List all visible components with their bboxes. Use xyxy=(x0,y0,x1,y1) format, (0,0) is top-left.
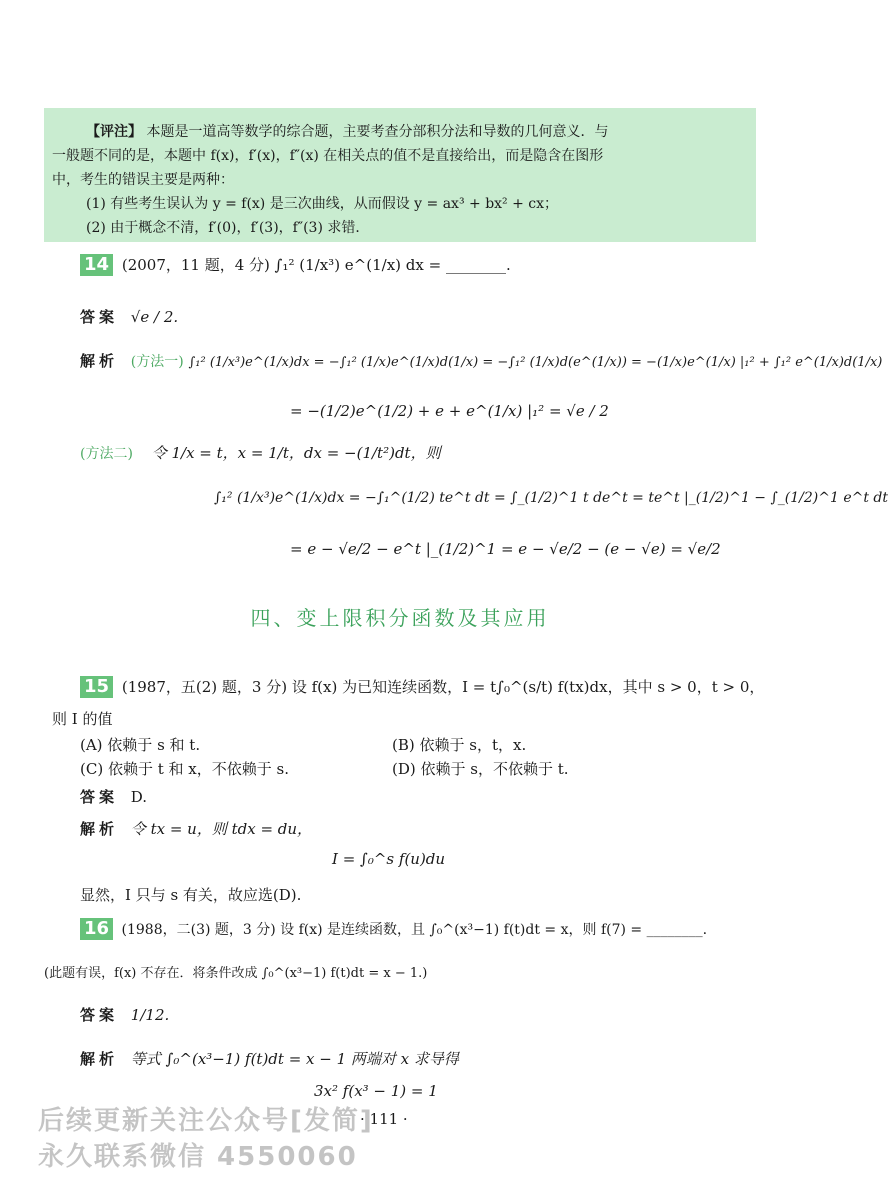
commentary-item-2: (2) 由于概念不清，f′(0)，f′(3)，f″(3) 求错． xyxy=(86,220,370,236)
method-two-sub-text: 令 1/x = t，x = 1/t，dx = −(1/t²)dt，则 xyxy=(151,444,441,462)
answer-label: 答案 xyxy=(80,1006,119,1024)
method-one-formula-1: ∫₁² (1/x³)e^(1/x)dx = −∫₁² (1/x)e^(1/x)d(1/x) = −∫₁² (1/x)d(e^(1/x)) = −(1/x)e^(1/x) |₁² + ∫₁² e^(1/x)d(1/x) xyxy=(188,355,883,370)
commentary-item-1: (1) 有些考生误认为 y = f(x) 是三次曲线，从而假设 y = ax³ + bx² + cx； xyxy=(86,196,559,212)
solution-text-1: 等式 ∫₀^(x³−1) f(t)dt = x − 1 两端对 x 求导得 xyxy=(130,1050,459,1068)
method-one-formula-2: = −(1/2)e^(1/2) + e + e^(1/x) |₁² = √e / 2 xyxy=(290,402,609,420)
question-15-stem xyxy=(80,676,764,698)
option-c: (C) 依赖于 t 和 x，不依赖于 s. xyxy=(80,760,289,778)
commentary-text-1: 本题是一道高等数学的综合题，主要考查分部积分法和导数的几何意义．与 xyxy=(146,124,609,140)
solution-label: 解析 xyxy=(80,352,119,370)
question-16-answer xyxy=(80,1004,169,1026)
question-16-text: (1988，二(3) 题，3 分) 设 f(x) 是连续函数，且 ∫₀^(x³−1) f(t)dt = x，则 f(7) = ________. xyxy=(121,922,708,938)
solution-formula: 3x² f(x³ − 1) = 1 xyxy=(314,1082,438,1100)
option-b: (B) 依赖于 s，t，x. xyxy=(392,736,527,754)
question-15-text: (1987，五(2) 题，3 分) 设 f(x) 为已知连续函数，I = t∫₀^(s/t) f(tx)dx，其中 s > 0，t > 0， xyxy=(121,678,765,696)
question-15-answer xyxy=(80,786,147,808)
watermark-line-2: 永久联系微信 4550060 xyxy=(38,1142,358,1172)
question-16-erratum: (此题有误，f(x) 不存在．将条件改成 ∫₀^(x³−1) f(t)dt = x − 1.) xyxy=(44,966,428,981)
answer-value: 1/12. xyxy=(130,1006,170,1024)
solution-text-1: 令 tx = u，则 tdx = du， xyxy=(130,820,313,838)
solution-label: 解析 xyxy=(80,820,119,838)
method-one-label: (方法一) xyxy=(130,354,184,370)
question-14-stem xyxy=(80,254,511,276)
question-number-badge: 15 xyxy=(80,676,113,698)
option-a: (A) 依赖于 s 和 t. xyxy=(80,736,201,754)
method-two-formula-1: ∫₁² (1/x³)e^(1/x)dx = −∫₁^(1/2) te^t dt = ∫_(1/2)^1 t de^t = te^t |_(1/2)^1 − ∫_(1/2)^1 e^t dt xyxy=(214,490,888,506)
answer-label: 答案 xyxy=(80,308,119,326)
commentary-line-3: 中，考生的错误主要是两种： xyxy=(52,172,234,188)
solution-label: 解析 xyxy=(80,1050,119,1068)
option-d: (D) 依赖于 s，不依赖于 t. xyxy=(392,760,569,778)
answer-value: √e / 2. xyxy=(130,308,179,326)
question-14-answer xyxy=(80,306,178,328)
commentary-line-2: 一般题不同的是，本题中 f(x)，f′(x)，f″(x) 在相关点的值不是直接给出，而是隐含在图形 xyxy=(52,148,604,164)
question-number-badge: 14 xyxy=(80,254,113,276)
watermark-line-1: 后续更新关注公众号[发简] xyxy=(38,1106,374,1136)
question-14-solution-line-1 xyxy=(80,350,882,374)
question-16-solution xyxy=(80,1048,459,1070)
method-two-formula-2: = e − √e/2 − e^t |_(1/2)^1 = e − √e/2 − (e − √e) = √e/2 xyxy=(290,540,721,558)
question-number-badge: 16 xyxy=(80,918,113,940)
method-two-label: (方法二) xyxy=(80,446,133,462)
page-number: · 111 · xyxy=(360,1110,408,1128)
answer-value: D. xyxy=(130,788,148,806)
section-title: 四、变上限积分函数及其应用 xyxy=(250,606,550,630)
commentary-line-1 xyxy=(86,122,608,142)
question-15-solution xyxy=(80,818,312,840)
question-14-text: (2007，11 题，4 分) ∫₁² (1/x³) e^(1/x) dx = ________. xyxy=(121,256,511,274)
solution-formula: I = ∫₀^s f(u)du xyxy=(332,850,446,868)
method-two-substitution xyxy=(80,442,441,465)
commentary-tag: 【评注】 xyxy=(86,124,142,140)
solution-conclusion: 显然，I 只与 s 有关，故应选(D). xyxy=(80,886,302,904)
answer-label: 答案 xyxy=(80,788,119,806)
question-15-stem-2: 则 I 的值 xyxy=(52,710,113,728)
question-16-stem xyxy=(80,918,707,941)
